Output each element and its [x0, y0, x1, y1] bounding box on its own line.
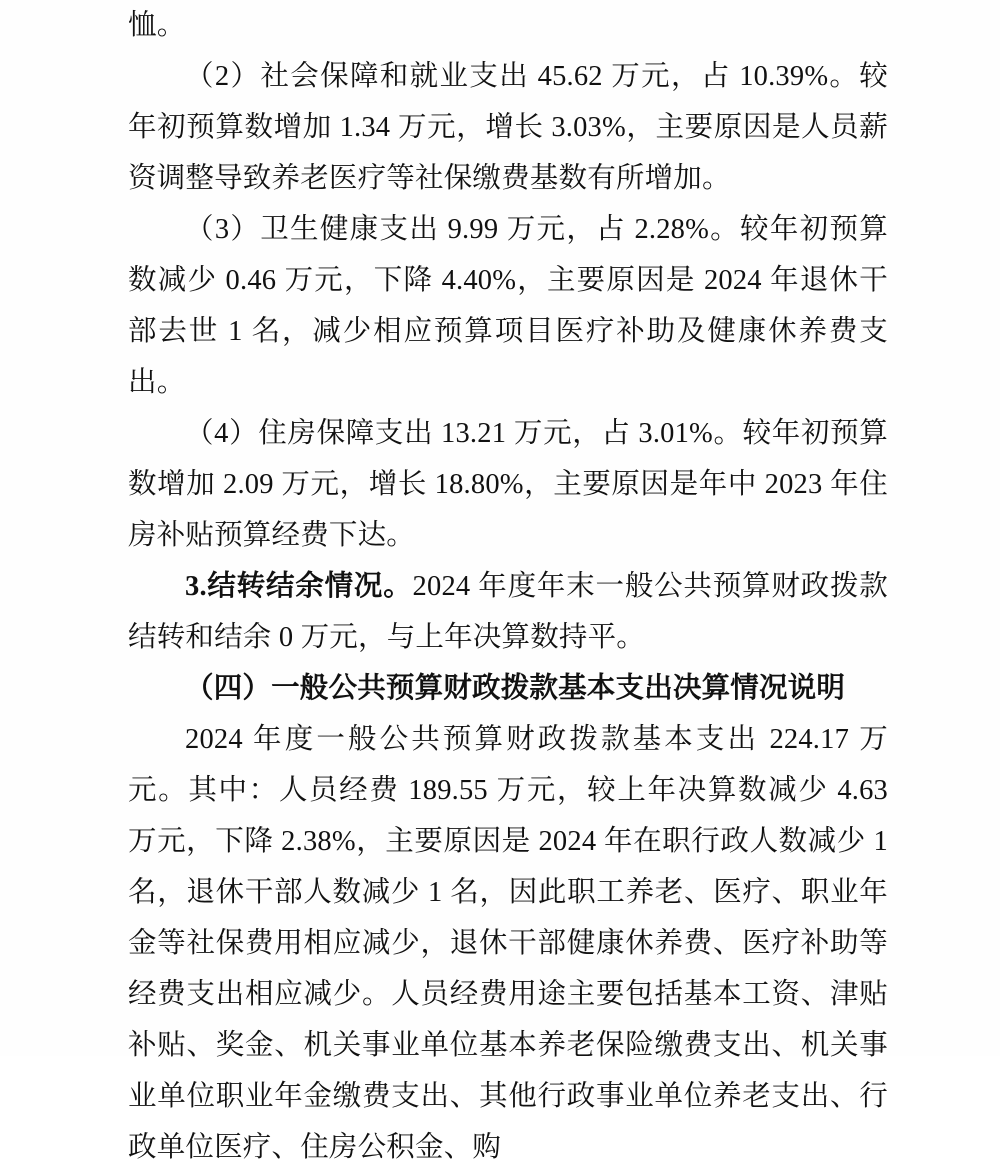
paragraph-basic-expenditure-detail: 2024 年度一般公共预算财政拨款基本支出 224.17 万元。其中：人员经费 189.55 万元，较上年决算数减少 4.63 万元，下降 2.38%，主要原因是 2024 年在职行政人数减少 1 名，退休干部人数减少 1 名，因此职工养老、医疗、职业年金等社保费用相应减少，退休干部健康休养费、医疗补助等经费支出相应减少。人员经费用途主要包括基本工资、津贴补贴、奖金、机关事业单位基本养老保险缴费支出、机关事业单位职业年金缴费支出、其他行政事业单位养老支出、行政单位医疗、住房公积金、购 [128, 724, 888, 1163]
paragraph-item-2-social-security: （2）社会保障和就业支出 45.62 万元，占 10.39%。较年初预算数增加 1.34 万元，增长 3.03%，主要原因是人员薪资调整导致养老医疗等社保缴费基数有所增加。 [128, 61, 888, 194]
section-3-body-text: 2024 年度年末一般公共预算财政拨款结转和结余 0 万元，与上年决算数持平。 [128, 571, 888, 653]
document-text-column [128, 0, 888, 1173]
section-3-heading-label: 3.结转结余情况。 [185, 571, 413, 602]
paragraph-item-3-health: （3）卫生健康支出 9.99 万元，占 2.28%。较年初预算数减少 0.46 万元，下降 4.40%，主要原因是 2024 年退休干部去世 1 名，减少相应预算项目医疗补助及健康休养费支出。 [128, 214, 888, 398]
paragraph-item-4-housing: （4）住房保障支出 13.21 万元，占 3.01%。较年初预算数增加 2.09 万元，增长 18.80%，主要原因是年中 2023 年住房补贴预算经费下达。 [128, 418, 888, 551]
heading-section-4: （四）一般公共预算财政拨款基本支出决算情况说明 [185, 673, 846, 704]
paragraph-section-3-carryover [128, 561, 888, 663]
paragraph-carryover-end: 恤。 [128, 10, 186, 41]
